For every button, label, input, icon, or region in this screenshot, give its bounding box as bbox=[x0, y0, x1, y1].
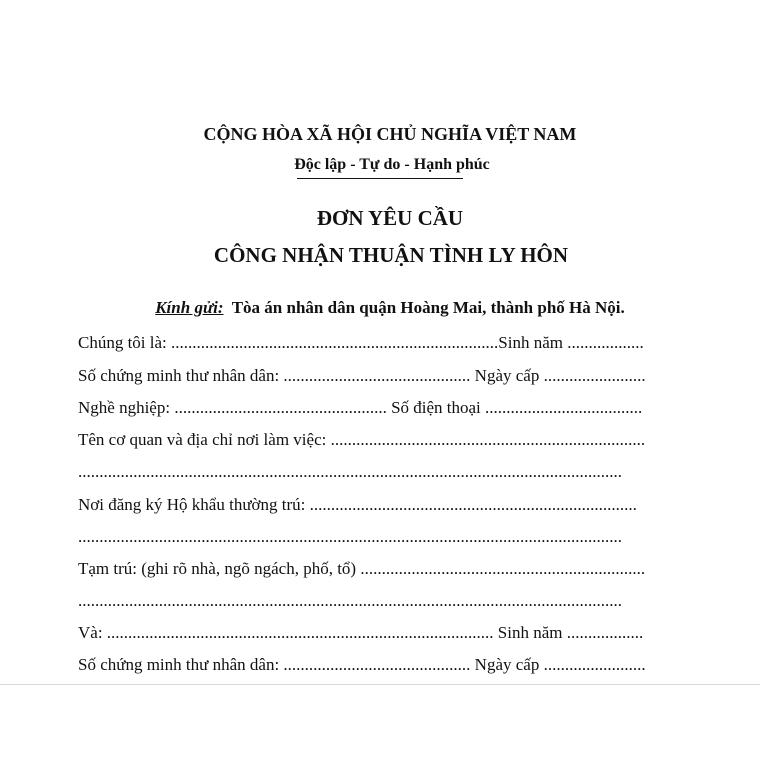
national-motto: Độc lập - Tự do - Hạnh phúc bbox=[294, 156, 490, 173]
form-line-spouse-id: Số chứng minh thư nhân dân: ............................................ Ngày cấp ........................ bbox=[78, 655, 646, 674]
document-subtitle: CÔNG NHẬN THUẬN TÌNH LY HÔN bbox=[213, 243, 569, 267]
form-line-residence: Nơi đăng ký Hộ khẩu thường trú: ............................................................................. bbox=[78, 495, 637, 514]
addressee-text: Tòa án nhân dân quận Hoàng Mai, thành phố Hà Nội. bbox=[231, 298, 625, 317]
addressee-line bbox=[10, 298, 760, 318]
national-header: CỘNG HÒA XÃ HỘI CHỦ NGHĨA VIỆT NAM bbox=[203, 124, 577, 144]
motto-underline bbox=[297, 178, 463, 179]
form-line-name: Chúng tôi là: .............................................................................Sinh năm .................. bbox=[78, 333, 644, 352]
form-line-temp-residence-cont: ................................................................................................................................ bbox=[78, 591, 622, 610]
form-line-temp-residence: Tạm trú: (ghi rõ nhà, ngõ ngách, phố, tổ) ................................................................... bbox=[78, 559, 646, 578]
form-line-occupation: Nghề nghiệp: .................................................. Số điện thoại ..................................... bbox=[78, 398, 643, 417]
form-line-residence-cont: ................................................................................................................................ bbox=[78, 527, 622, 546]
form-line-spouse: Và: ........................................................................................... Sinh năm .................. bbox=[78, 623, 644, 642]
addressee-label: Kính gửi: bbox=[155, 298, 224, 317]
form-line-workplace-cont: ................................................................................................................................ bbox=[78, 462, 622, 481]
blank-area bbox=[0, 685, 760, 760]
form-line-workplace: Tên cơ quan và địa chỉ nơi làm việc: .......................................................................... bbox=[78, 430, 646, 449]
form-line-id: Số chứng minh thư nhân dân: ............................................ Ngày cấp ........................ bbox=[78, 366, 646, 385]
document-title: ĐƠN YÊU CẦU bbox=[316, 206, 464, 230]
